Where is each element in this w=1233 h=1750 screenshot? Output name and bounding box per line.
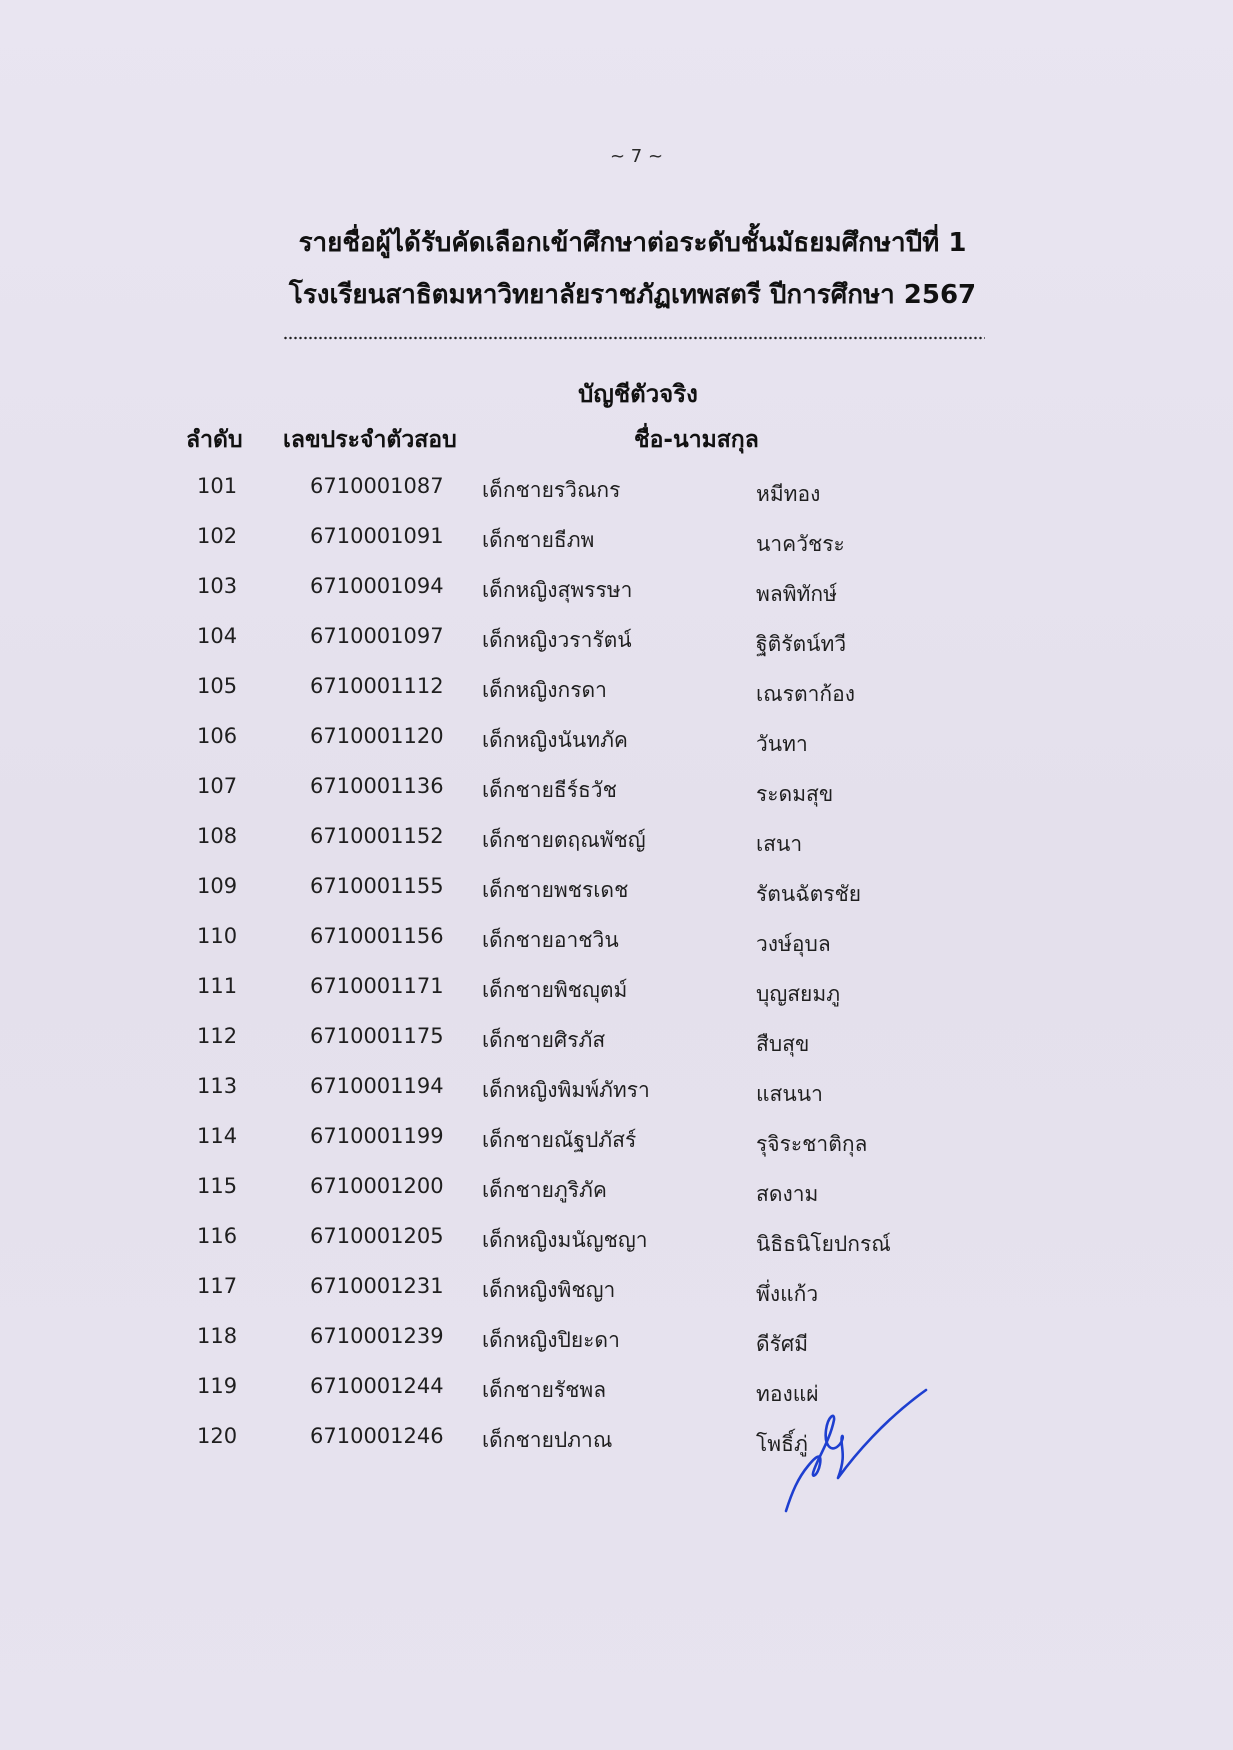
row-order: 120 bbox=[197, 1424, 238, 1448]
row-last-name: เสนา bbox=[756, 832, 803, 856]
row-first-name: เด็กหญิงกรดา bbox=[482, 678, 607, 702]
row-order: 106 bbox=[197, 724, 238, 748]
row-last-name: ดีรัศมี bbox=[756, 1332, 809, 1356]
table-row bbox=[0, 618, 1233, 668]
row-order: 113 bbox=[197, 1074, 238, 1098]
table-row bbox=[0, 1118, 1233, 1168]
row-first-name: เด็กชายธีร์ธวัช bbox=[482, 778, 617, 802]
row-last-name: สดงาม bbox=[756, 1182, 819, 1206]
dotted-separator bbox=[283, 336, 985, 340]
row-last-name: รัตนฉัตรชัย bbox=[756, 882, 862, 906]
row-exam-id: 6710001155 bbox=[310, 874, 444, 898]
column-header-order: ลำดับ bbox=[186, 427, 243, 453]
row-first-name: เด็กชายอาชวิน bbox=[482, 928, 619, 952]
row-first-name: เด็กชายณัฐปภัสร์ bbox=[482, 1128, 637, 1152]
row-first-name: เด็กหญิงพิมพ์ภัทรา bbox=[482, 1078, 650, 1102]
row-exam-id: 6710001171 bbox=[310, 974, 444, 998]
row-last-name: ระดมสุข bbox=[756, 782, 834, 806]
row-exam-id: 6710001175 bbox=[310, 1024, 444, 1048]
table-row bbox=[0, 1418, 1233, 1468]
row-last-name: บุญสยมภู bbox=[756, 982, 841, 1006]
row-first-name: เด็กชายธีภพ bbox=[482, 528, 595, 552]
row-exam-id: 6710001087 bbox=[310, 474, 444, 498]
table-row bbox=[0, 1168, 1233, 1218]
row-exam-id: 6710001094 bbox=[310, 574, 444, 598]
table-row bbox=[0, 868, 1233, 918]
row-exam-id: 6710001239 bbox=[310, 1324, 444, 1348]
table-row bbox=[0, 768, 1233, 818]
list-title: บัญชีตัวจริง bbox=[578, 380, 698, 408]
column-header-exam-id: เลขประจำตัวสอบ bbox=[283, 427, 457, 453]
table-row bbox=[0, 1318, 1233, 1368]
table-row bbox=[0, 1068, 1233, 1118]
document-title-line1: รายชื่อผู้ได้รับคัดเลือกเข้าศึกษาต่อระดับชั้นมัธยมศึกษาปีที่ 1 bbox=[298, 228, 967, 258]
row-last-name: วงษ์อุบล bbox=[756, 932, 831, 956]
table-row bbox=[0, 1268, 1233, 1318]
row-first-name: เด็กหญิงนันทภัค bbox=[482, 728, 628, 752]
row-order: 114 bbox=[197, 1124, 238, 1148]
row-order: 117 bbox=[197, 1274, 238, 1298]
table-row bbox=[0, 518, 1233, 568]
row-last-name: รุจิระชาติกุล bbox=[756, 1132, 868, 1156]
row-exam-id: 6710001199 bbox=[310, 1124, 444, 1148]
table-row bbox=[0, 968, 1233, 1018]
page-number: ~ 7 ~ bbox=[609, 146, 664, 167]
row-order: 103 bbox=[197, 574, 238, 598]
table-row bbox=[0, 1018, 1233, 1068]
row-order: 109 bbox=[197, 874, 238, 898]
row-exam-id: 6710001097 bbox=[310, 624, 444, 648]
row-first-name: เด็กหญิงมนัญชญา bbox=[482, 1228, 648, 1252]
row-first-name: เด็กหญิงพิชญา bbox=[482, 1278, 616, 1302]
row-last-name: หมีทอง bbox=[756, 482, 821, 506]
row-order: 116 bbox=[197, 1224, 238, 1248]
table-row bbox=[0, 468, 1233, 518]
row-last-name: เณรตาก้อง bbox=[756, 682, 855, 706]
row-order: 108 bbox=[197, 824, 238, 848]
row-first-name: เด็กชายตฤณพัชญ์ bbox=[482, 828, 646, 852]
row-last-name: ทองแผ่ bbox=[756, 1382, 819, 1406]
row-first-name: เด็กชายพิชญุตม์ bbox=[482, 978, 628, 1002]
row-first-name: เด็กชายรวิณกร bbox=[482, 478, 621, 502]
table-row bbox=[0, 718, 1233, 768]
row-exam-id: 6710001231 bbox=[310, 1274, 444, 1298]
row-last-name: โพธิ์ภู่ bbox=[756, 1432, 808, 1456]
row-exam-id: 6710001091 bbox=[310, 524, 444, 548]
row-last-name: แสนนา bbox=[756, 1082, 823, 1106]
table-row bbox=[0, 1368, 1233, 1418]
row-order: 105 bbox=[197, 674, 238, 698]
row-last-name: วันทา bbox=[756, 732, 808, 756]
row-exam-id: 6710001205 bbox=[310, 1224, 444, 1248]
table-row bbox=[0, 1218, 1233, 1268]
row-order: 119 bbox=[197, 1374, 238, 1398]
table-row bbox=[0, 818, 1233, 868]
row-first-name: เด็กชายศิรภัส bbox=[482, 1028, 606, 1052]
row-last-name: พึ่งแก้ว bbox=[756, 1282, 819, 1306]
row-order: 110 bbox=[197, 924, 238, 948]
row-exam-id: 6710001194 bbox=[310, 1074, 444, 1098]
table-row bbox=[0, 918, 1233, 968]
document-title-line2: โรงเรียนสาธิตมหาวิทยาลัยราชภัฏเทพสตรี ปีการศึกษา 2567 bbox=[288, 280, 977, 310]
row-order: 104 bbox=[197, 624, 238, 648]
row-exam-id: 6710001136 bbox=[310, 774, 444, 798]
row-order: 101 bbox=[197, 474, 238, 498]
row-first-name: เด็กหญิงสุพรรษา bbox=[482, 578, 633, 602]
table-row bbox=[0, 568, 1233, 618]
column-header-full-name: ชื่อ-นามสกุล bbox=[634, 427, 759, 453]
row-first-name: เด็กชายรัชพล bbox=[482, 1378, 607, 1402]
row-order: 118 bbox=[197, 1324, 238, 1348]
row-exam-id: 6710001200 bbox=[310, 1174, 444, 1198]
student-list bbox=[0, 468, 1233, 1468]
handwritten-signature bbox=[780, 1380, 930, 1515]
row-first-name: เด็กชายภูริภัค bbox=[482, 1178, 607, 1202]
table-row bbox=[0, 668, 1233, 718]
row-order: 112 bbox=[197, 1024, 238, 1048]
row-order: 107 bbox=[197, 774, 238, 798]
row-first-name: เด็กหญิงปิยะดา bbox=[482, 1328, 620, 1352]
row-exam-id: 6710001244 bbox=[310, 1374, 444, 1398]
row-exam-id: 6710001120 bbox=[310, 724, 444, 748]
row-first-name: เด็กชายปภาณ bbox=[482, 1428, 613, 1452]
row-exam-id: 6710001112 bbox=[310, 674, 444, 698]
row-order: 102 bbox=[197, 524, 238, 548]
row-last-name: นิธิธนิโยปกรณ์ bbox=[756, 1232, 891, 1256]
row-last-name: พลพิทักษ์ bbox=[756, 582, 837, 606]
row-exam-id: 6710001152 bbox=[310, 824, 444, 848]
row-exam-id: 6710001156 bbox=[310, 924, 444, 948]
row-order: 115 bbox=[197, 1174, 238, 1198]
row-exam-id: 6710001246 bbox=[310, 1424, 444, 1448]
row-order: 111 bbox=[197, 974, 238, 998]
row-last-name: นาควัชระ bbox=[756, 532, 845, 556]
row-last-name: สืบสุข bbox=[756, 1032, 810, 1056]
row-last-name: ฐิติรัตน์ทวี bbox=[756, 632, 847, 656]
row-first-name: เด็กหญิงวรารัตน์ bbox=[482, 628, 632, 652]
row-first-name: เด็กชายพชรเดช bbox=[482, 878, 629, 902]
